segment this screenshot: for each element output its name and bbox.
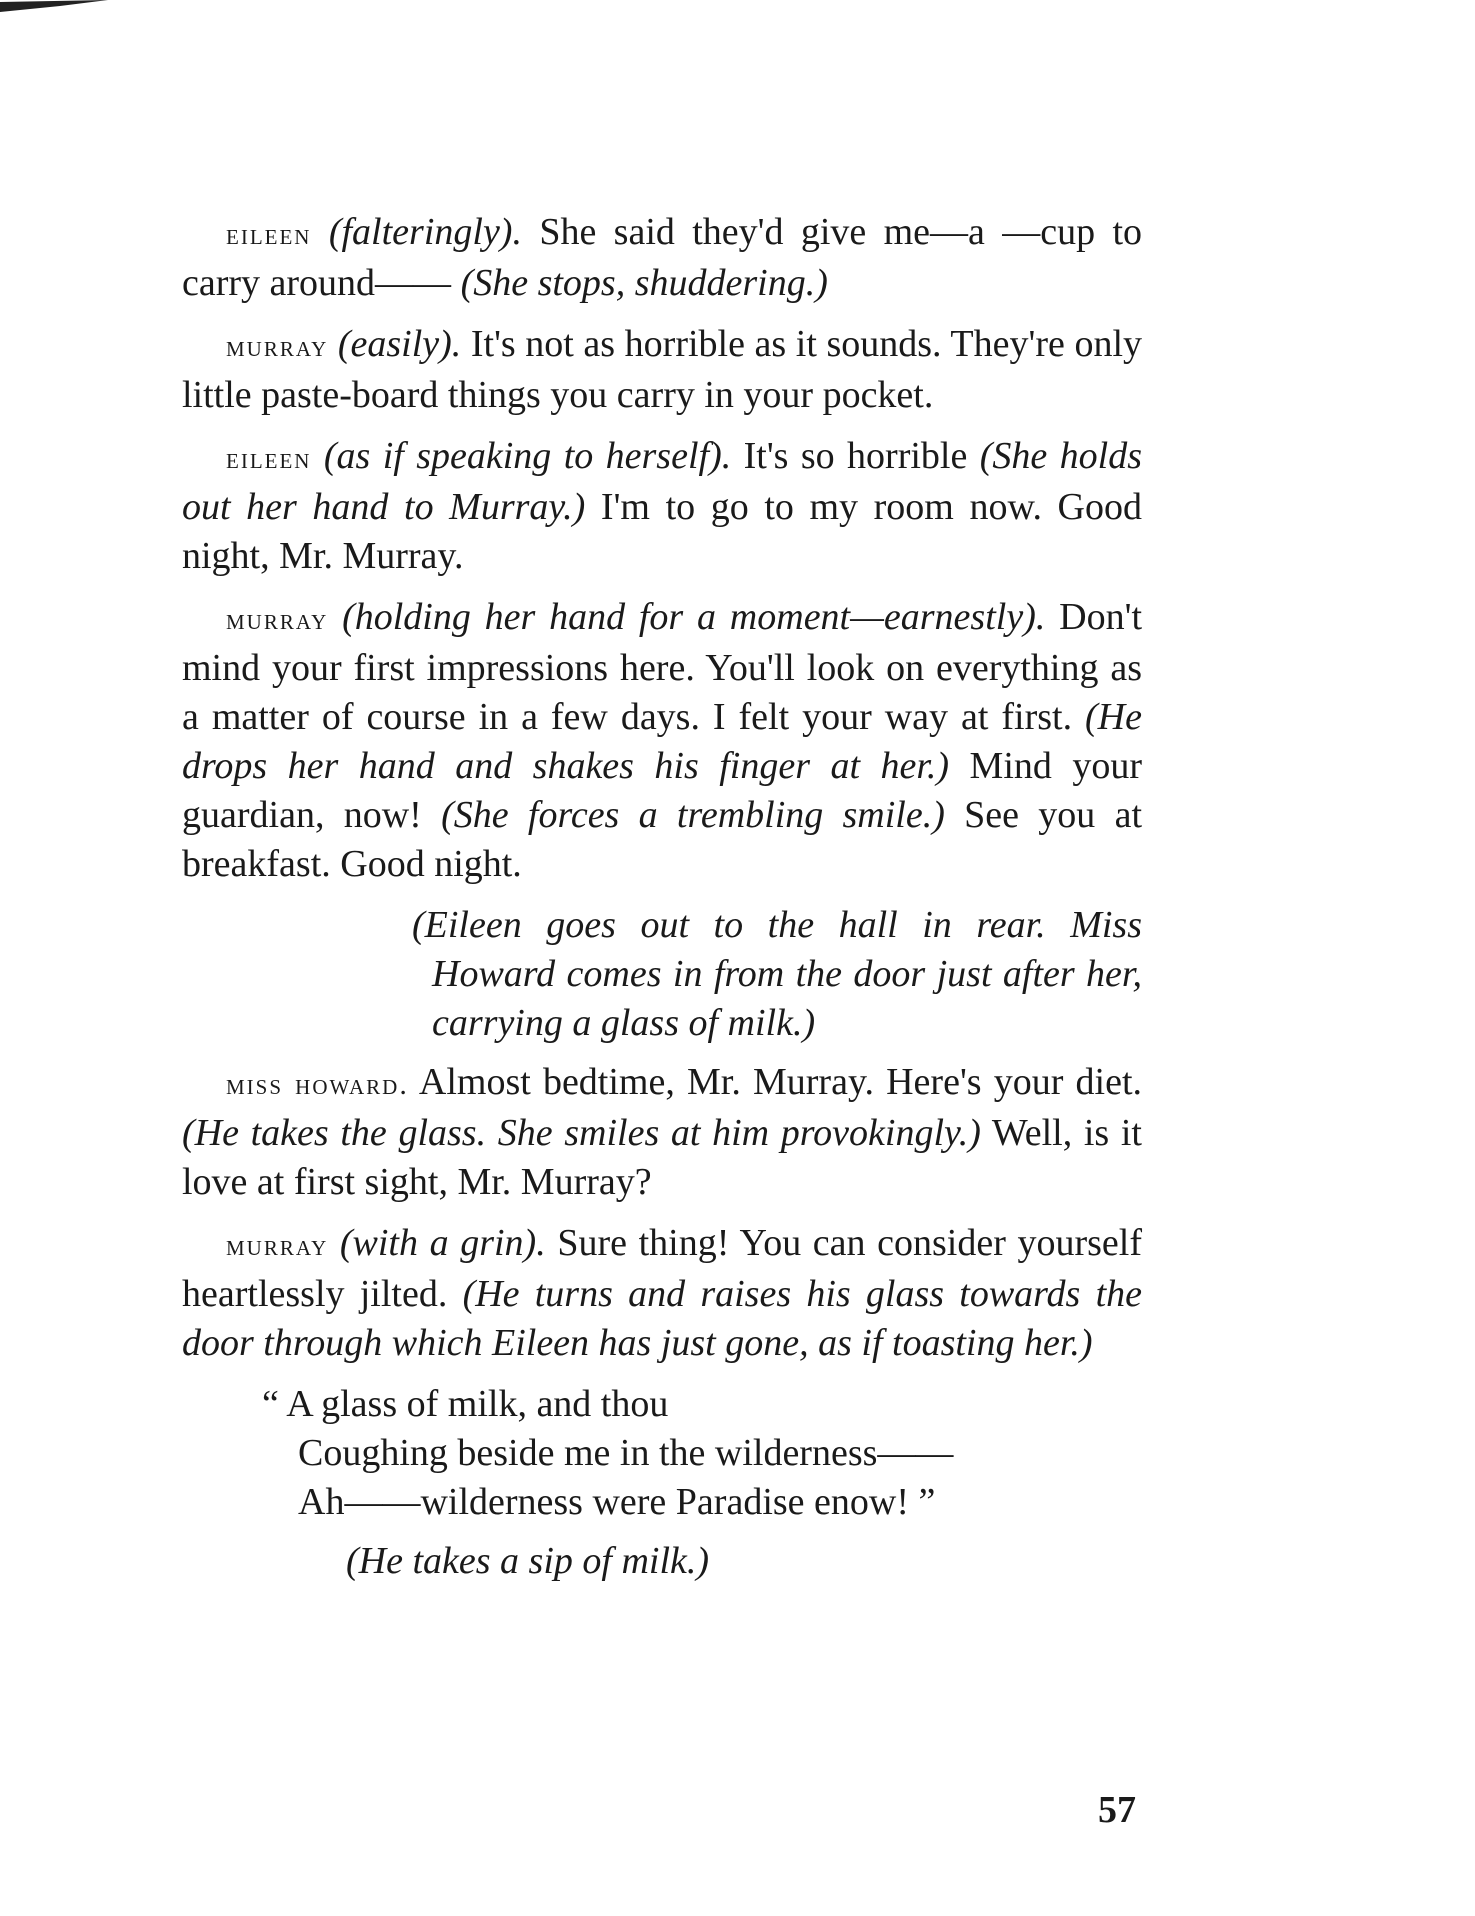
closing-stage-direction: (He takes a sip of milk.): [346, 1540, 710, 1582]
dialogue-text: Almost bedtime, Mr. Murray. Here's your diet.: [408, 1061, 1143, 1103]
stage-direction-inline: (She holds out her hand to Murray.): [182, 435, 1142, 528]
verse-quote: [262, 1380, 1142, 1527]
speaker-name: murray: [226, 330, 329, 363]
stage-direction-inline: (easily).: [337, 323, 462, 365]
dialogue-text: It's not as horrible as it sounds. They're only little paste-board things you carry in your pocket.: [182, 323, 1142, 416]
dialogue-text: Don't mind your first impressions here. You'll look on everything as a matter of course in a few days. I felt your way at first.: [182, 596, 1143, 738]
speaker-name: eileen: [226, 218, 312, 251]
stage-direction-block: (Eileen goes out to the hall in rear. Miss Howard comes in from the door just after her, carrying a glass of milk.): [412, 904, 1142, 1044]
speech-murray-1: [182, 320, 1142, 420]
stage-direction-inline: (with a grin).: [339, 1222, 546, 1264]
dialogue-text: It's so horrible: [731, 435, 980, 477]
stage-direction-inline: (He drops her hand and shakes his finger at her.): [182, 696, 1142, 787]
verse-line: Ah——wilderness were Paradise enow! ”: [298, 1481, 936, 1523]
verse-line: Coughing beside me in the wilderness——: [298, 1432, 954, 1474]
speech-murray-3: [182, 1219, 1142, 1368]
speech-eileen-1: [182, 208, 1142, 308]
page-content: [182, 208, 1142, 1586]
stage-direction-inline: (falteringly).: [328, 211, 522, 253]
dialogue-text: She said they'd give me—a —cup to carry around——: [182, 211, 1143, 304]
dialogue-text: Well, is it love at first sight, Mr. Murray?: [182, 1112, 1142, 1203]
stage-direction-inline: (He turns and raises his glass towards the door through which Eileen has just gone, as if toasting her.): [182, 1273, 1142, 1364]
dialogue-text: See you at breakfast. Good night.: [182, 794, 1142, 885]
page-number: 57: [1098, 1789, 1136, 1831]
stage-direction-inline: (holding her hand for a moment—earnestly).: [342, 596, 1046, 638]
speech-eileen-2: [182, 432, 1142, 581]
stage-direction-inline: (as if speaking to herself).: [323, 435, 732, 477]
dialogue-text: Mind your guardian, now!: [182, 745, 1142, 836]
scan-edge-mark: [0, 0, 110, 14]
speaker-name: murray: [226, 603, 329, 636]
speaker-name: murray: [226, 1229, 329, 1262]
dialogue-text: I'm to go to my room now. Good night, Mr. Murray.: [182, 486, 1142, 577]
speaker-name: miss howard.: [226, 1068, 409, 1101]
speech-murray-2: [182, 593, 1142, 889]
speech-miss-howard: [182, 1058, 1142, 1207]
verse-line: “ A glass of milk, and thou: [262, 1383, 669, 1425]
dialogue-text: Sure thing! You can consider yourself heartlessly jilted.: [182, 1222, 1143, 1315]
stage-direction-inline: (She stops, shuddering.): [460, 262, 828, 304]
stage-direction-inline: (She forces a trembling smile.): [441, 794, 945, 836]
speaker-name: eileen: [226, 442, 312, 475]
stage-direction-inline: (He takes the glass. She smiles at him provokingly.): [182, 1112, 981, 1154]
